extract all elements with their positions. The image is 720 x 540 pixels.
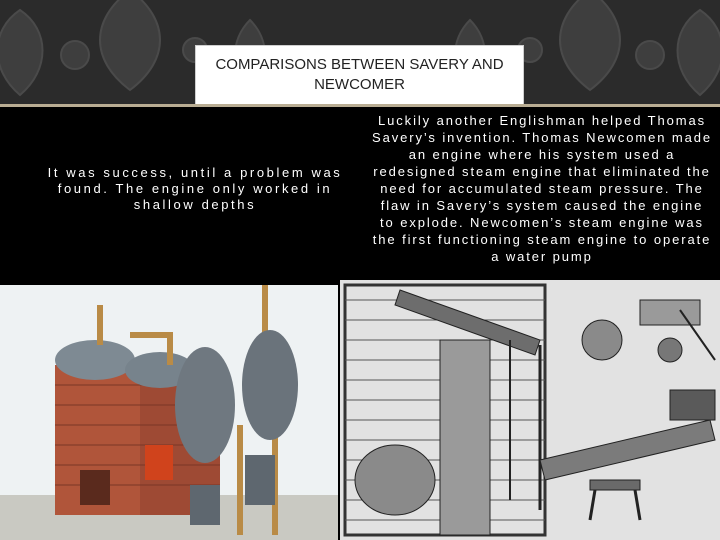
newcomen-engine-engraving [340,280,720,540]
slide-title: COMPARISONS BETWEEN SAVERY AND NEWCOMER [215,56,504,93]
savery-text: It was success, until a problem was found. The engine only worked in shallow depths [47,165,343,212]
savery-engine-illustration [0,285,338,540]
title-box [195,45,524,105]
newcomen-text: Luckily another Englishman helped Thomas Savery’s invention. Thomas Newcomen made an engine where his system used a redesigned steam engine that eliminated the need for accumulated steam pressure. The flaw in Savery’s system caused the engine to explode. Newcomen’s steam engine was the first functioning steam engine to operate a water pump [372,113,712,264]
banner-divider [0,104,720,107]
